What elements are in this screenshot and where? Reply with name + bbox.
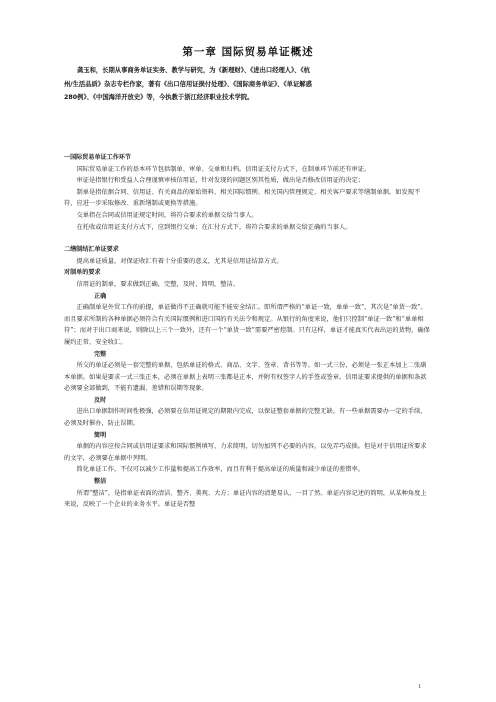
paragraph: 所谓“整洁”，是指单证表面的清洁、整齐、美观、大方；单证内容的清楚易认，一目了然。单证内容记述的简明，从某种角度上来说，反映了一个企业的业务水平。单证是否整: [64, 489, 427, 509]
author-bio-line: 280例》、《中国海洋开放史》等，今执教于浙江经济职业技术学院。: [64, 94, 254, 101]
author-bio-line: 州/生活品质》杂志专栏作家，著有《出口信用证损付处理》、《国际商务单证》、《单证解惑: [64, 80, 312, 88]
paragraph: 在托收或信用证支付方式下，应到银行交单；在汇付方式下，将符合要求的单据交给正确的当事人。: [76, 223, 352, 231]
item-heading: 完整: [94, 350, 107, 358]
paragraph: 所交的单证必须是一套完整的单据，包括单证的格式、商品、文字、签章、背书等等。如一式三份，必须是一张正本加上二张副本单据。如果是要求一式三张正本，必须在单据上表明三张都是正本，并附有权签字人的手签或签章。信用证要求提供的单据和条款必须要全部做到，不能有遗漏、差错和误期等现象。: [64, 362, 427, 393]
chapter-title: 第一章 国际贸易单证概述: [182, 46, 314, 58]
body-text: [64, 152, 432, 511]
paragraph: 国际贸易单证工作的基本环节包括制单、审单、交单和归档。信用证支付方式下，在制单环节前还有审证。: [76, 165, 371, 173]
item-heading: 及时: [94, 396, 107, 404]
author-bio: [64, 64, 434, 105]
paragraph: 进出口单据制作时间性极强，必须要在信用证规定的期限内完成，以保证整套单据的完整无缺。有一些单据需要办一定的手续，必须及时催办，防止误期。: [64, 408, 427, 428]
item-heading: 整洁: [94, 478, 107, 486]
paragraph: 审证是指银行和受益人合理谨慎审核信用证，针对发现的问题区别其性质，做出是否修改信用证的决定；: [76, 177, 364, 185]
item-heading: 简明: [94, 431, 107, 439]
paragraph: 提高单证质量，对保证收汇有着十分重要的意义，尤其是信用证结算方式。: [76, 257, 283, 265]
sub-heading: 对制单的要求: [64, 269, 101, 277]
paragraph: 交单指在合同或信用证规定时间，将符合要求的单据交给当事人。: [76, 211, 258, 219]
section-heading: 二缮制结汇单证要求: [64, 246, 119, 254]
paragraph: 简化单证工作，不仅可以减少工作量和提高工作效率，而且有利于提高单证的质量和减少单证的差错率。: [76, 466, 364, 474]
author-bio-line: 龚玉和，长期从事商务单证实务、教学与研究，为《新理财》、《进出口经理人》、《杭: [77, 67, 310, 74]
paragraph: 单据的内容应按合同或信用证要求和国际惯例填写，力求简明，切勿加列不必要的内容，以免弄巧成拙。但是对于信用证所要求的文字，必须要在单据中列明。: [64, 443, 427, 462]
paragraph: 信用证的制单，要求做到正确，完整，及时，简明，整洁。: [76, 280, 239, 288]
item-heading: 正确: [94, 292, 107, 300]
paragraph: 制单是指依据合同、信用证、有关商品的原始资料、相关国际惯例、相关国内管理规定、相关客户要求等缮制单据。如发现不符，应进一步采取修改、重新缮制或更换等措施。: [64, 188, 421, 208]
page-number: 1: [418, 684, 421, 690]
section-heading: 一国际贸易单证工作环节: [64, 154, 132, 161]
paragraph: 正确制单是外贸工作的前提，单证做得不正确就可能不能安全结汇。即所谓严格的“单证一致，单单一致”，其次是“单货一致”。而且要求所制的各种单据必须符合有关国际惯例和进口国的有关法令和规定。从银行的角度来说，他们只控制“单证一致”和“单单相符”；而对于出口商来说，则除以上三个一致外，还有一个“单货一致”需要严密控制。只有这样，单证才能真实代表出运的货物，确保履约正常，安全收汇。: [64, 304, 430, 346]
